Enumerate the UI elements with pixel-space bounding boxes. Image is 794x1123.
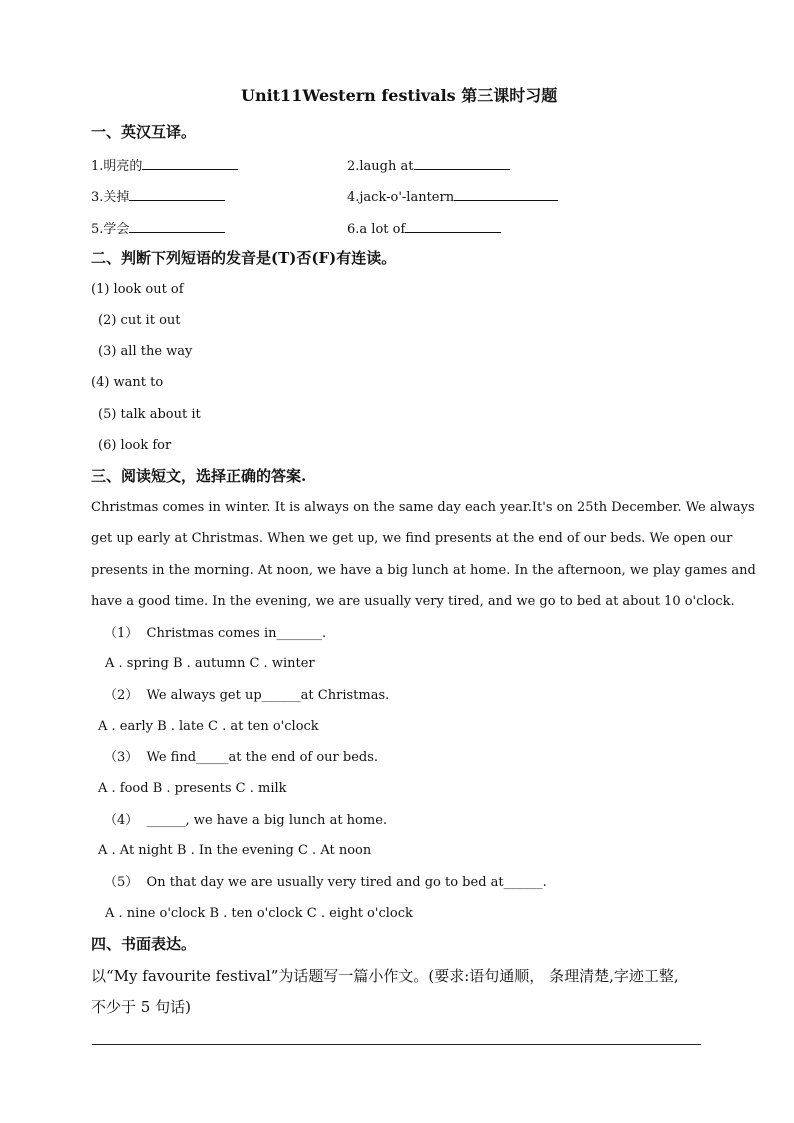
translation-item-5: 5.学会: [91, 219, 225, 238]
question-1: （1） Christmas comes in_______.: [104, 626, 327, 641]
question-3-options: A . food B . presents C . milk: [98, 781, 287, 796]
answer-blank[interactable]: [414, 156, 510, 170]
section-heading-4: 四、书面表达。: [91, 935, 197, 953]
section-heading-1: 一、英汉互译。: [91, 123, 197, 141]
passage-line-1: Christmas comes in winter. It is always on the same day each year.It's on 25th December. We always: [91, 500, 755, 515]
phrase-item-4: (4) want to: [91, 375, 164, 390]
passage-line-3: presents in the morning. At noon, we have a big lunch at home. In the afternoon, we play games and: [91, 563, 756, 578]
passage-line-2: get up early at Christmas. When we get up, we find presents at the end of our beds. We open our: [91, 531, 733, 546]
answer-blank[interactable]: [129, 219, 225, 233]
question-2-options: A . early B . late C . at ten o'clock: [98, 719, 319, 734]
question-2: （2） We always get up______at Christmas.: [104, 688, 390, 703]
section-heading-3: 三、阅读短文，选择正确的答案.: [91, 467, 307, 485]
translation-item-1: 1.明亮的: [91, 156, 238, 175]
passage-line-4: have a good time. In the evening, we are usually very tired, and we go to bed at about 10 o'clock.: [91, 594, 735, 609]
question-3: （3） We find_____at the end of our beds.: [104, 750, 379, 765]
question-5: （5） On that day we are usually very tired and go to bed at______.: [104, 875, 547, 890]
translation-item-3: 3.关掉: [91, 187, 225, 206]
phrase-item-1: (1) look out of: [91, 282, 184, 297]
phrase-item-3: (3) all the way: [98, 344, 193, 359]
phrase-item-6: (6) look for: [98, 438, 172, 453]
question-4: （4） ______, we have a big lunch at home.: [104, 813, 388, 828]
answer-blank[interactable]: [405, 219, 501, 233]
phrase-item-5: (5) talk about it: [98, 407, 201, 422]
phrase-item-2: (2) cut it out: [98, 313, 181, 328]
question-4-options: A . At night B . In the evening C . At noon: [98, 843, 372, 858]
question-5-options: A . nine o'clock B . ten o'clock C . eight o'clock: [105, 906, 413, 921]
answer-blank[interactable]: [142, 156, 238, 170]
writing-answer-line[interactable]: [92, 1044, 701, 1045]
writing-prompt-line-1: 以“My favourite festival”为话题写一篇小作文。(要求:语句通顺， 条理清楚,字迹工整,: [91, 967, 679, 985]
translation-item-2: 2.laugh at: [347, 156, 510, 175]
translation-item-6: 6.a lot of: [347, 219, 501, 238]
answer-blank[interactable]: [129, 187, 225, 201]
translation-item-4: 4.jack-o'-lantern: [347, 187, 558, 206]
page-title: Unit11Western festivals 第三课时习题: [241, 86, 558, 105]
writing-prompt-line-2: 不少于 5 句话): [91, 998, 191, 1016]
answer-blank[interactable]: [454, 187, 558, 201]
question-1-options: A . spring B . autumn C . winter: [105, 656, 315, 671]
section-heading-2: 二、判断下列短语的发音是(T)否(F)有连读。: [91, 249, 397, 267]
